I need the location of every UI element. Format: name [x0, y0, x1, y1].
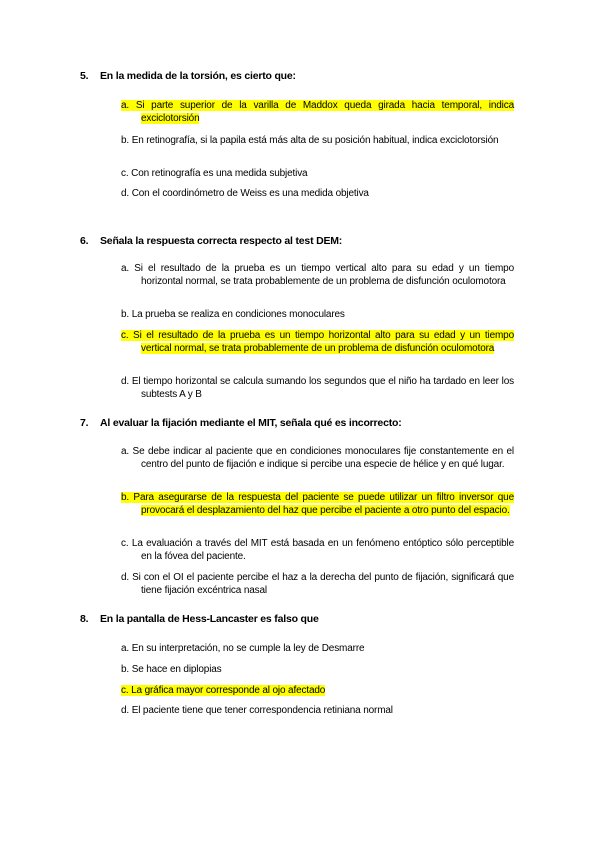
option-content	[121, 538, 514, 562]
option-content	[121, 309, 345, 320]
option-d	[121, 188, 514, 201]
option-content	[121, 643, 364, 654]
option-content	[121, 263, 514, 287]
question-heading	[80, 235, 520, 248]
option-body	[121, 263, 514, 288]
option-letter: b.	[121, 309, 130, 320]
option-a	[121, 643, 514, 656]
question-text: Señala la respuesta correcta respecto al test DEM:	[100, 235, 343, 247]
option-content	[121, 330, 514, 354]
option-content	[121, 168, 307, 179]
option-body	[121, 309, 514, 322]
option-text: La evaluación a través del MIT está basada en un fenómeno entóptico sólo perceptible en la fóvea del paciente.	[131, 538, 514, 562]
option-a	[121, 446, 514, 471]
option-c	[121, 685, 514, 698]
option-c	[121, 168, 514, 181]
option-content	[121, 705, 393, 716]
option-body	[121, 188, 514, 201]
option-letter: c.	[121, 168, 129, 179]
option-letter: c.	[121, 685, 129, 696]
option-b	[121, 664, 514, 677]
option-content	[121, 135, 498, 146]
option-text: Si el resultado de la prueba es un tiempo horizontal alto para su edad y un tiempo vertical normal, se trata probablemente de un problema de disfunción oculomotora	[133, 330, 514, 354]
option-text: El paciente tiene que tener correspondencia retiniana normal	[131, 705, 393, 716]
option-content	[121, 492, 514, 516]
option-body	[121, 376, 514, 401]
option-text: La prueba se realiza en condiciones monoculares	[131, 309, 345, 320]
question-heading	[80, 613, 520, 626]
question-number: 8.	[80, 613, 89, 625]
option-letter: a.	[121, 263, 130, 274]
question-text: En la medida de la torsión, es cierto que:	[100, 70, 296, 82]
option-text: En retinografía, si la papila está más alta de su posición habitual, indica exciclotorsión	[131, 135, 499, 146]
option-b	[121, 309, 514, 322]
option-body	[121, 664, 514, 677]
option-text: Con el coordinómetro de Weiss es una medida objetiva	[131, 188, 369, 199]
option-body	[121, 330, 514, 355]
question-number: 7.	[80, 417, 89, 429]
option-text: Para asegurarse de la respuesta del paciente se puede utilizar un filtro inversor que provocará el desplazamiento del haz que percibe el paciente a otro punto del espacio.	[133, 492, 514, 516]
option-body	[121, 100, 514, 125]
option-body	[121, 705, 514, 718]
option-d	[121, 705, 514, 718]
option-b	[121, 492, 514, 517]
option-letter: d.	[121, 705, 130, 716]
option-body	[121, 446, 514, 471]
option-c	[121, 330, 514, 355]
option-letter: d.	[121, 572, 130, 583]
option-content	[121, 188, 369, 199]
question-text: En la pantalla de Hess-Lancaster es falso que	[100, 613, 319, 625]
question-text: Al evaluar la fijación mediante el MIT, señala qué es incorrecto:	[100, 417, 402, 429]
option-d	[121, 572, 514, 597]
option-text: Si el resultado de la prueba es un tiempo vertical alto para su edad y un tiempo horizontal normal, se trata probablemente de un problema de disfunción oculomotora	[134, 263, 514, 287]
option-d	[121, 376, 514, 401]
option-body	[121, 538, 514, 563]
option-b	[121, 135, 514, 148]
option-letter: b.	[121, 135, 130, 146]
option-content	[121, 376, 514, 400]
option-text: Con retinografía es una medida subjetiva	[131, 168, 308, 179]
question-number: 5.	[80, 70, 89, 82]
option-content	[121, 100, 514, 124]
option-content	[121, 685, 325, 696]
option-letter: b.	[121, 664, 130, 675]
question-heading	[80, 70, 520, 83]
option-text: Se debe indicar al paciente que en condiciones monoculares fije constantemente en el centro del punto de fijación e indique si percibe una especie de hélice y en qué lugar.	[132, 446, 514, 470]
option-letter: d.	[121, 188, 130, 199]
option-letter: a.	[121, 100, 130, 111]
option-body	[121, 492, 514, 517]
option-a	[121, 263, 514, 288]
option-text: Se hace en diplopias	[131, 664, 222, 675]
option-letter: d.	[121, 376, 130, 387]
option-body	[121, 572, 514, 597]
option-a	[121, 100, 514, 125]
option-text: La gráfica mayor corresponde al ojo afectado	[131, 685, 326, 696]
option-text: En su interpretación, no se cumple la ley de Desmarre	[131, 643, 365, 654]
option-letter: b.	[121, 492, 130, 503]
question-heading	[80, 417, 520, 430]
option-body	[121, 135, 514, 148]
option-body	[121, 168, 514, 181]
option-content	[121, 446, 514, 470]
option-body	[121, 685, 514, 698]
option-c	[121, 538, 514, 563]
option-text: El tiempo horizontal se calcula sumando los segundos que el niño ha tardado en leer los subtests A y B	[131, 376, 514, 400]
question-number: 6.	[80, 235, 89, 247]
option-text: Si parte superior de la varilla de Maddox queda girada hacia temporal, indica exciclotorsión	[135, 100, 514, 124]
option-letter: a.	[121, 643, 130, 654]
option-content	[121, 572, 514, 596]
option-letter: c.	[121, 330, 129, 341]
option-letter: a.	[121, 446, 130, 457]
option-text: Si con el OI el paciente percibe el haz a la derecha del punto de fijación, significará que tiene fijación excéntrica nasal	[132, 572, 514, 596]
option-letter: c.	[121, 538, 129, 549]
option-content	[121, 664, 222, 675]
option-body	[121, 643, 514, 656]
